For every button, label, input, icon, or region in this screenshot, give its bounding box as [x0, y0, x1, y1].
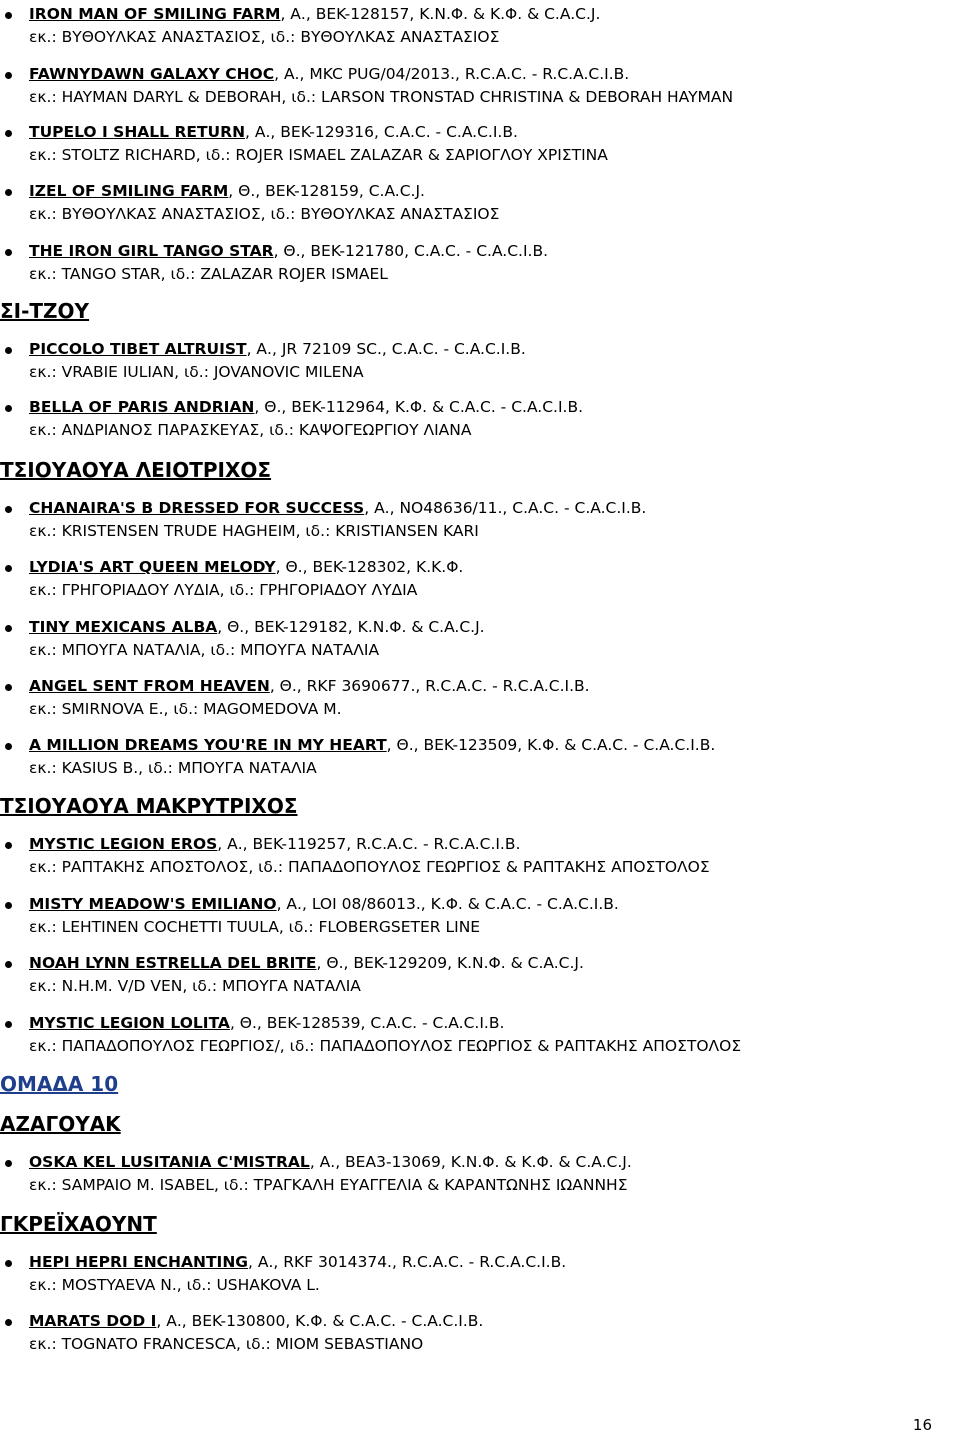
breeder-owner: εκ.: ΑΝΔΡΙΑΝΟΣ ΠΑΡΑΣΚΕΥΑΣ, ιδ.: ΚΑΨΟΓΕΩΡΓΙΟΥ ΛΙΑΝΑ	[29, 421, 472, 439]
breeder-owner: εκ.: LEHTINEN COCHETTI TUULA, ιδ.: FLOBERGSETER LINE	[29, 918, 481, 936]
breeder-owner: εκ.: TANGO STAR, ιδ.: ZALAZAR ROJER ISMAEL	[29, 265, 388, 283]
entry-line	[29, 240, 548, 263]
breeder-owner: εκ.: SAMPAIO M. ISABEL, ιδ.: ΤΡΑΓΚΑΛΗ ΕΥΑΓΓΕΛΙΑ & ΚΑΡΑΝΤΩΝΗΣ ΙΩΑΝΝΗΣ	[29, 1176, 628, 1194]
breed-heading: ΤΣΙΟΥΑΟΥΑ ΛΕΙΟΤΡΙΧΟΣ	[0, 458, 272, 482]
list-item	[29, 3, 600, 49]
bullet-icon	[5, 743, 12, 750]
bullet-icon	[5, 625, 12, 632]
dog-details: , Θ., BEK-112964, K.Φ. & C.A.C. - C.A.C.I.B.	[254, 398, 584, 416]
dog-details: , Θ., BEK-123509, K.Φ. & C.A.C. - C.A.C.I.B.	[386, 736, 716, 754]
breeder-owner: εκ.: N.H.M. V/D VEN, ιδ.: ΜΠΟΥΓΑ ΝΑΤΑΛΙΑ	[29, 977, 361, 995]
entry-line	[29, 497, 646, 520]
bullet-icon	[5, 12, 12, 19]
list-item	[29, 734, 715, 780]
list-item	[29, 497, 646, 543]
entry-line	[29, 952, 584, 975]
bullet-icon	[5, 72, 12, 79]
dog-name: ANGEL SENT FROM HEAVEN	[29, 677, 270, 695]
list-item	[29, 1251, 566, 1297]
entry-line	[29, 1151, 632, 1174]
breeder-owner: εκ.: MOSTYAEVA N., ιδ.: USHAKOVA L.	[29, 1276, 320, 1294]
bullet-icon	[5, 506, 12, 513]
dog-name: MYSTIC LEGION EROS	[29, 835, 218, 853]
entry-line	[29, 3, 600, 26]
bullet-icon	[5, 249, 12, 256]
list-item	[29, 556, 463, 602]
entry-line	[29, 396, 583, 419]
breeder-owner: εκ.: ΓΡΗΓΟΡΙΑΔΟΥ ΛΥΔΙΑ, ιδ.: ΓΡΗΓΟΡΙΑΔΟΥ ΛΥΔΙΑ	[29, 581, 418, 599]
list-item	[29, 893, 619, 939]
list-item	[29, 1310, 483, 1356]
bullet-icon	[5, 961, 12, 968]
bullet-icon	[5, 1260, 12, 1267]
entry-line	[29, 1012, 741, 1035]
dog-details: , Θ., BEK-128302, K.K.Φ.	[275, 558, 464, 576]
list-item	[29, 1151, 632, 1197]
dog-details: , Θ., RKF 3690677., R.C.A.C. - R.C.A.C.I.B.	[269, 677, 590, 695]
dog-details: , Α., RKF 3014374., R.C.A.C. - R.C.A.C.I.B.	[248, 1253, 567, 1271]
dog-details: , Α., NO48636/11., C.A.C. - C.A.C.I.B.	[364, 499, 647, 517]
breed-heading: ΑΖΑΓΟΥΑΚ	[0, 1112, 121, 1136]
dog-name: TINY MEXICANS ALBA	[29, 618, 218, 636]
breeder-owner: εκ.: KASIUS B., ιδ.: ΜΠΟΥΓΑ ΝΑΤΑΛΙΑ	[29, 759, 317, 777]
dog-details: , Α., BEK-129316, C.A.C. - C.A.C.I.B.	[245, 123, 518, 141]
entry-line	[29, 675, 590, 698]
bullet-icon	[5, 902, 12, 909]
breed-heading: ΣΙ-ΤΖΟΥ	[0, 299, 90, 323]
breeder-owner: εκ.: ΒΥΘΟΥΛΚΑΣ ΑΝΑΣΤΑΣΙΟΣ, ιδ.: ΒΥΘΟΥΛΚΑΣ ΑΝΑΣΤΑΣΙΟΣ	[29, 28, 500, 46]
bullet-icon	[5, 347, 12, 354]
dog-name: BELLA OF PARIS ANDRIAN	[29, 398, 255, 416]
bullet-icon	[5, 684, 12, 691]
list-item	[29, 240, 548, 286]
breeder-owner: εκ.: ΡΑΠΤΑΚΗΣ ΑΠΟΣΤΟΛΟΣ, ιδ.: ΠΑΠΑΔΟΠΟΥΛΟΣ ΓΕΩΡΓΙΟΣ & ΡΑΠΤΑΚΗΣ ΑΠΟΣΤΟΛΟΣ	[29, 858, 710, 876]
bullet-icon	[5, 1021, 12, 1028]
dog-name: IRON MAN OF SMILING FARM	[29, 5, 281, 23]
breed-heading: ΤΣΙΟΥΑΟΥΑ ΜΑΚΡΥΤΡΙΧΟΣ	[0, 794, 298, 818]
list-item	[29, 338, 526, 384]
dog-name: NOAH LYNN ESTRELLA DEL BRITE	[29, 954, 317, 972]
breeder-owner: εκ.: ΒΥΘΟΥΛΚΑΣ ΑΝΑΣΤΑΣΙΟΣ, ιδ.: ΒΥΘΟΥΛΚΑΣ ΑΝΑΣΤΑΣΙΟΣ	[29, 205, 500, 223]
breeder-owner: εκ.: SMIRNOVA E., ιδ.: MAGOMEDOVA M.	[29, 700, 342, 718]
breeder-owner: εκ.: VRABIE IULIAN, ιδ.: JOVANOVIC MILENA	[29, 363, 364, 381]
list-item	[29, 396, 583, 442]
breed-heading: ΓΚΡΕΪΧΑΟΥΝΤ	[0, 1212, 157, 1236]
dog-name: MISTY MEADOW'S EMILIANO	[29, 895, 277, 913]
dog-details: , Α., BEK-119257, R.C.A.C. - R.C.A.C.I.B.	[217, 835, 521, 853]
page-number: 16	[912, 1416, 932, 1434]
entry-line	[29, 121, 608, 144]
entry-line	[29, 556, 463, 579]
list-item	[29, 1012, 741, 1058]
entry-line	[29, 833, 710, 856]
entry-line	[29, 734, 715, 757]
dog-name: MYSTIC LEGION LOLITA	[29, 1014, 230, 1032]
bullet-icon	[5, 565, 12, 572]
list-item	[29, 121, 608, 167]
list-item	[29, 180, 499, 226]
breeder-owner: εκ.: ΜΠΟΥΓΑ ΝΑΤΑΛΙΑ, ιδ.: ΜΠΟΥΓΑ ΝΑΤΑΛΙΑ	[29, 641, 380, 659]
dog-details: , Θ., BEK-129209, K.N.Φ. & C.A.C.J.	[316, 954, 584, 972]
dog-details: , Α., JR 72109 SC., C.A.C. - C.A.C.I.B.	[246, 340, 526, 358]
dog-name: FAWNYDAWN GALAXY CHOC	[29, 65, 275, 83]
list-item	[29, 952, 584, 998]
group-heading: ΟΜΑΔΑ 10	[0, 1072, 119, 1096]
entry-line	[29, 63, 733, 86]
entry-line	[29, 616, 485, 639]
breeder-owner: εκ.: TOGNATO FRANCESCA, ιδ.: MIOM SEBASTIANO	[29, 1335, 424, 1353]
bullet-icon	[5, 130, 12, 137]
breeder-owner: εκ.: KRISTENSEN TRUDE HAGHEIM, ιδ.: KRISTIANSEN KARI	[29, 522, 479, 540]
entry-line	[29, 1251, 566, 1274]
bullet-icon	[5, 842, 12, 849]
dog-details: , Θ., BEK-128159, C.A.C.J.	[228, 182, 425, 200]
dog-details: , Α., BEA3-13069, K.N.Φ. & K.Φ. & C.A.C.J.	[309, 1153, 632, 1171]
list-item	[29, 616, 485, 662]
list-item	[29, 833, 710, 879]
dog-name: PICCOLO TIBET ALTRUIST	[29, 340, 247, 358]
breeder-owner: εκ.: STOLTZ RICHARD, ιδ.: ROJER ISMAEL ZALAZAR & ΣΑΡΙΟΓΛΟΥ ΧΡΙΣΤΙΝΑ	[29, 146, 608, 164]
list-item	[29, 675, 590, 721]
entry-line	[29, 893, 619, 916]
dog-details: , Θ., BEK-121780, C.A.C. - C.A.C.I.B.	[273, 242, 549, 260]
dog-details: , Α., MKC PUG/04/2013., R.C.A.C. - R.C.A.C.I.B.	[274, 65, 630, 83]
dog-details: , Α., BEK-128157, K.N.Φ. & K.Φ. & C.A.C.J.	[280, 5, 601, 23]
bullet-icon	[5, 405, 12, 412]
dog-name: CHANAIRA'S B DRESSED FOR SUCCESS	[29, 499, 365, 517]
dog-name: TUPELO I SHALL RETURN	[29, 123, 246, 141]
dog-details: , Α., BEK-130800, K.Φ. & C.A.C. - C.A.C.I.B.	[156, 1312, 484, 1330]
dog-name: THE IRON GIRL TANGO STAR	[29, 242, 274, 260]
dog-name: LYDIA'S ART QUEEN MELODY	[29, 558, 276, 576]
bullet-icon	[5, 189, 12, 196]
breeder-owner: εκ.: HAYMAN DARYL & DEBORAH, ιδ.: LARSON TRONSTAD CHRISTINA & DEBORAH HAYMAN	[29, 88, 734, 106]
dog-details: , Θ., BEK-128539, C.A.C. - C.A.C.I.B.	[229, 1014, 505, 1032]
breeder-owner: εκ.: ΠΑΠΑΔΟΠΟΥΛΟΣ ΓΕΩΡΓΙΟΣ/, ιδ.: ΠΑΠΑΔΟΠΟΥΛΟΣ ΓΕΩΡΓΙΟΣ & ΡΑΠΤΑΚΗΣ ΑΠΟΣΤΟΛΟΣ	[29, 1037, 742, 1055]
dog-name: A MILLION DREAMS YOU'RE IN MY HEART	[29, 736, 387, 754]
dog-name: IZEL OF SMILING FARM	[29, 182, 229, 200]
dog-details: , Α., LOI 08/86013., K.Φ. & C.A.C. - C.A.C.I.B.	[276, 895, 619, 913]
entry-line	[29, 338, 526, 361]
list-item	[29, 63, 733, 109]
dog-details: , Θ., BEK-129182, K.N.Φ. & C.A.C.J.	[217, 618, 485, 636]
bullet-icon	[5, 1160, 12, 1167]
entry-line	[29, 1310, 483, 1333]
dog-name: HEPI HEPRI ENCHANTING	[29, 1253, 249, 1271]
dog-name: OSKA KEL LUSITANIA C'MISTRAL	[29, 1153, 310, 1171]
dog-name: MARATS DOD I	[29, 1312, 157, 1330]
entry-line	[29, 180, 499, 203]
bullet-icon	[5, 1319, 12, 1326]
